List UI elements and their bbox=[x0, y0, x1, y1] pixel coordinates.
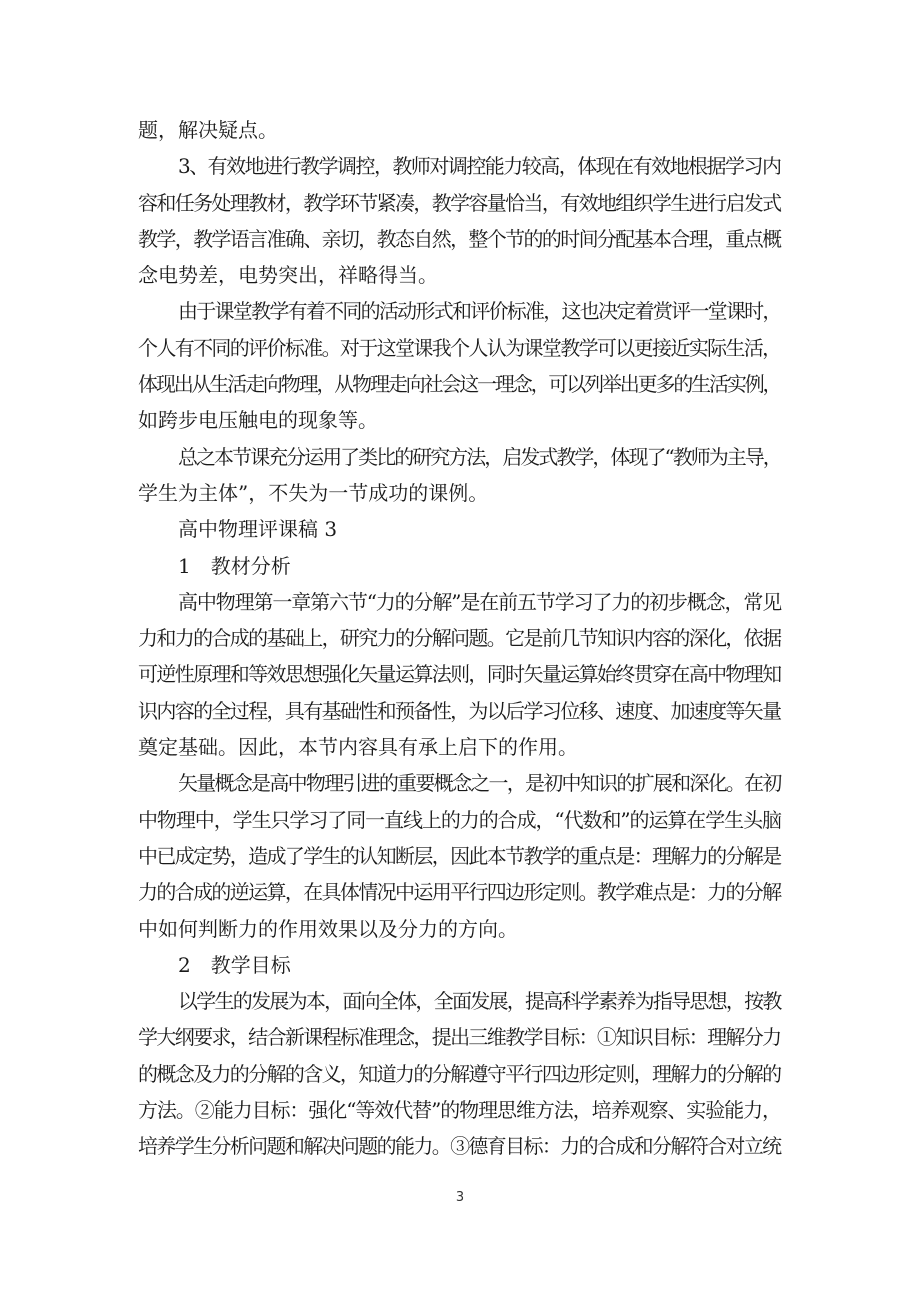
text-line: 培养学生分析问题和解决问题的能力。③德育目标：力的合成和分解符合对立统 bbox=[138, 1134, 781, 1159]
text-line: 3、有效地进行教学调控，教师对调控能力较高，体现在有效地根据学习内 bbox=[178, 154, 781, 179]
text-line: 中物理中，学生只学习了同一直线上的力的合成，“代数和”的运算在学生头脑 bbox=[138, 807, 781, 832]
text-line: 2 教学目标 bbox=[178, 952, 291, 977]
text-line: 容和任务处理教材，教学环节紧凑，教学容量恰当，有效地组织学生进行启发式 bbox=[138, 190, 781, 215]
text-line: 中已成定势，造成了学生的认知断层，因此本节教学的重点是：理解力的分解是 bbox=[138, 843, 781, 868]
text-line: 中如何判断力的作用效果以及分力的方向。 bbox=[138, 916, 518, 941]
document-body bbox=[138, 112, 784, 1165]
text-line: 教学，教学语言准确、亲切，教态自然，整个节的的时间分配基本合理，重点概 bbox=[138, 226, 781, 251]
text-line: 学大纲要求，结合新课程标准理念，提出三维教学目标：①知识目标：理解分力 bbox=[138, 1025, 781, 1050]
text-line: 高中物理评课稿 3 bbox=[178, 517, 338, 542]
text-line: 总之本节课充分运用了类比的研究方法，启发式教学，体现了“教师为主导， bbox=[178, 444, 781, 469]
text-line: 个人有不同的评价标准。对于这堂课我个人认为课堂教学可以更接近实际生活， bbox=[138, 335, 781, 360]
page-number: 3 bbox=[455, 1190, 465, 1205]
text-line: 可逆性原理和等效思想强化矢量运算法则，同时矢量运算始终贯穿在高中物理知 bbox=[138, 662, 781, 687]
text-line: 识内容的全过程，具有基础性和预备性，为以后学习位移、速度、加速度等矢量 bbox=[138, 698, 781, 723]
text-line: 矢量概念是高中物理引进的重要概念之一，是初中知识的扩展和深化。在初 bbox=[178, 771, 781, 796]
text-line: 的概念及力的分解的含义，知道力的分解遵守平行四边形定则，理解力的分解的 bbox=[138, 1061, 781, 1086]
text-line: 以学生的发展为本，面向全体，全面发展，提高科学素养为指导思想，按教 bbox=[178, 989, 781, 1014]
text-line: 1 教材分析 bbox=[178, 553, 291, 578]
text-line: 题，解决疑点。 bbox=[138, 118, 278, 142]
text-line: 力的合成的逆运算，在具体情况中运用平行四边形定则。教学难点是：力的分解 bbox=[138, 880, 781, 905]
text-line: 由于课堂教学有着不同的活动形式和评价标准，这也决定着赏评一堂课时， bbox=[178, 299, 781, 324]
text-line: 力和力的合成的基础上，研究力的分解问题。它是前几节知识内容的深化，依据 bbox=[138, 626, 781, 651]
text-line: 方法。②能力目标：强化“等效代替”的物理思维方法，培养观察、实验能力， bbox=[138, 1098, 781, 1123]
text-line: 体现出从生活走向物理，从物理走向社会这一理念，可以列举出更多的生活实例， bbox=[138, 372, 781, 397]
text-line: 如跨步电压触电的现象等。 bbox=[138, 408, 378, 433]
text-line: 奠定基础。因此，本节内容具有承上启下的作用。 bbox=[138, 735, 578, 760]
text-line: 念电势差，电势突出，祥略得当。 bbox=[138, 263, 438, 288]
text-line: 学生为主体”，不失为一节成功的课例。 bbox=[138, 480, 489, 505]
text-line: 高中物理第一章第六节“力的分解”是在前五节学习了力的初步概念，常见 bbox=[178, 589, 782, 614]
